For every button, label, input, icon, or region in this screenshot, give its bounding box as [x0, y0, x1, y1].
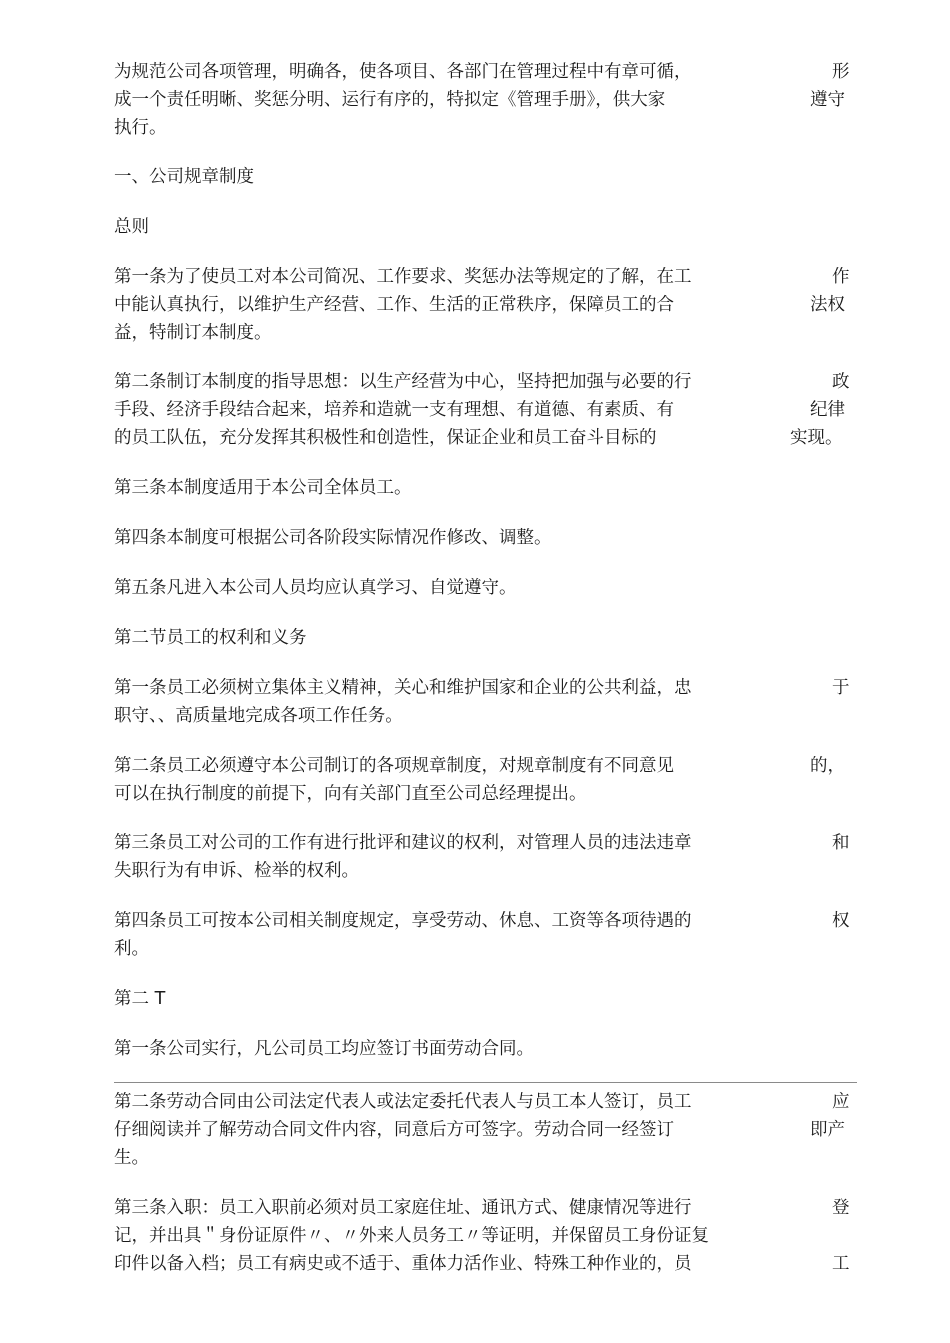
text-line: 执行。 [114, 118, 167, 138]
line-end-text: 法权 [810, 295, 845, 315]
section-heading: 一、公司规章制度 [114, 167, 254, 187]
line-end-text: 作 [832, 267, 850, 287]
text-line: 失职行为有申诉、检举的权利。 [114, 861, 359, 881]
text-line: 第二条制订本制度的指导思想：以生产经营为中心，坚持把加强与必要的行 [114, 372, 692, 392]
text-line: 第四条本制度可根据公司各阶段实际情况作修改、调整。 [114, 528, 552, 548]
text-line: 生。 [114, 1148, 149, 1168]
section-heading: 第二节员工的权利和义务 [114, 628, 307, 648]
text-line: 的员工队伍，充分发挥其积极性和创造性，保证企业和员工奋斗目标的 [114, 428, 657, 448]
text-line: 第一条员工必须树立集体主义精神，关心和维护国家和企业的公共利益，忠 [114, 678, 692, 698]
line-end-text: 形 [832, 62, 850, 82]
text-line: 为规范公司各项管理，明确各，使各项目、各部门在管理过程中有章可循， [114, 62, 692, 82]
text-line: 第一条为了使员工对本公司简况、工作要求、奖惩办法等规定的了解，在工 [114, 267, 692, 287]
line-end-text: 政 [832, 372, 850, 392]
text-line: 仔细阅读并了解劳动合同文件内容，同意后方可签字。劳动合同一经签订 [114, 1120, 674, 1140]
horizontal-rule [114, 1082, 857, 1083]
line-end-text: 登 [832, 1198, 850, 1218]
text-line: 可以在执行制度的前提下，向有关部门直至公司总经理提出。 [114, 784, 587, 804]
line-end-text: 工 [832, 1254, 850, 1274]
line-end-text: 和 [832, 833, 850, 853]
text-line: 印件以备入档；员工有病史或不适于、重体力活作业、特殊工种作业的，员 [114, 1254, 692, 1274]
text-line: 利。 [114, 939, 149, 959]
text-line: 第四条员工可按本公司相关制度规定，享受劳动、休息、工资等各项待遇的 [114, 911, 692, 931]
text-line: 第三条入职：员工入职前必须对员工家庭住址、通讯方式、健康情况等进行 [114, 1198, 692, 1218]
text-line: 职守、、高质量地完成各项工作任务。 [114, 706, 403, 726]
line-end-text: 的， [810, 756, 845, 776]
line-end-text: 即产 [810, 1120, 845, 1140]
text-line: 第五条凡进入本公司人员均应认真学习、自觉遵守。 [114, 578, 517, 598]
text-line: 记，并出具＂身份证原件〃、〃外来人员务工〃等证明，并保留员工身份证复 [114, 1226, 709, 1246]
text-line: 第二条劳动合同由公司法定代表人或法定委托代表人与员工本人签订，员工 [114, 1092, 692, 1112]
text-line: 成一个责任明晰、奖惩分明、运行有序的，特拟定《管理手册》，供大家 [114, 90, 666, 110]
text-line: 益，特制订本制度。 [114, 323, 272, 343]
line-end-text: 实现。 [790, 428, 843, 448]
text-line: 第一条公司实行，凡公司员工均应签订书面劳动合同。 [114, 1039, 534, 1059]
text-line: 第三条员工对公司的工作有进行批评和建议的权利，对管理人员的违法违章 [114, 833, 692, 853]
text-line: 第二条员工必须遵守本公司制订的各项规章制度，对规章制度有不同意见 [114, 756, 674, 776]
text-line: 第三条本制度适用于本公司全体员工。 [114, 478, 412, 498]
line-end-text: 于 [832, 678, 850, 698]
line-end-text: 应 [832, 1092, 850, 1112]
section-heading: 总则 [114, 217, 149, 237]
line-end-text: 权 [832, 911, 850, 931]
text-line: 中能认真执行，以维护生产经营、工作、生活的正常秩序，保障员工的合 [114, 295, 674, 315]
section-heading: 第二 T [114, 989, 166, 1009]
line-end-text: 纪律 [810, 400, 845, 420]
text-line: 手段、经济手段结合起来，培养和造就一支有理想、有道德、有素质、有 [114, 400, 674, 420]
line-end-text: 遵守 [810, 90, 845, 110]
